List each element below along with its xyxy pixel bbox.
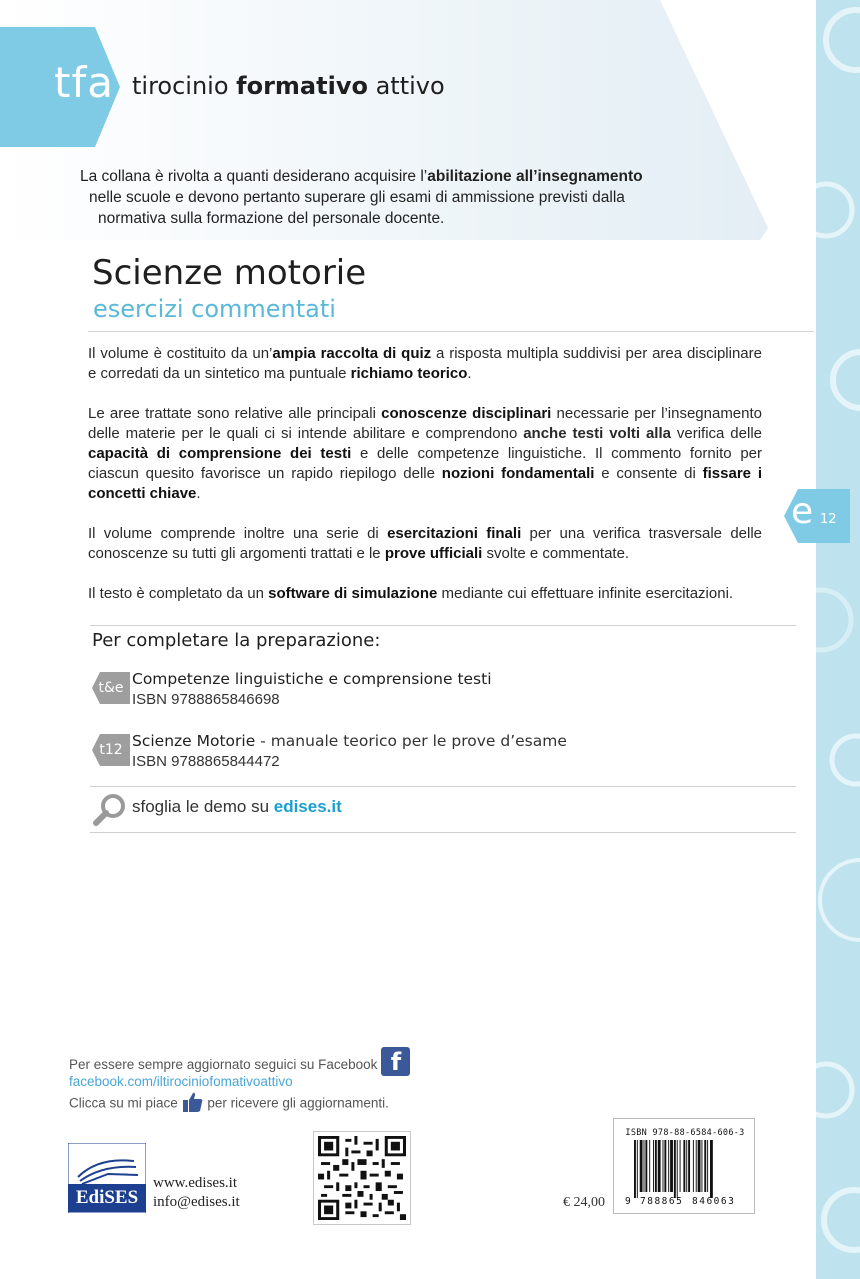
series-title: tirocinio formativo attivo xyxy=(132,72,445,100)
divider xyxy=(90,625,796,626)
barcode-bar xyxy=(664,1140,666,1192)
paragraph-4: Il testo è completato da un software di simulazione mediante cui effettuare infinite esercitazioni. xyxy=(88,585,734,602)
title-divider xyxy=(88,331,814,332)
barcode-bar xyxy=(710,1140,713,1198)
facebook-block xyxy=(69,1048,410,1114)
facebook-like-line: Clicca su mi piace per ricevere gli aggiornamenti. xyxy=(69,1093,410,1114)
book-badge-label: t12 xyxy=(99,742,123,758)
barcode-bar xyxy=(674,1140,676,1198)
publisher-contacts xyxy=(153,1174,240,1212)
barcode-bar xyxy=(645,1140,647,1192)
barcode-bar xyxy=(680,1140,681,1192)
facebook-page-link[interactable]: facebook.com/iltirociniofomativoattivo xyxy=(69,1074,293,1089)
edises-link[interactable]: edises.it xyxy=(273,797,342,816)
description-body xyxy=(88,344,762,604)
related-book-title: Competenze linguistiche e comprensione testi xyxy=(132,670,492,688)
book-badge-label: t&e xyxy=(98,680,124,696)
barcode-bar xyxy=(655,1140,657,1192)
intro-line-2: nelle scuole e devono pertanto superare gli esami di ammissione previsti dalla xyxy=(89,189,625,206)
barcode-bar xyxy=(677,1140,678,1198)
demo-text: sfoglia le demo su edises.it xyxy=(132,797,342,816)
barcode-bars xyxy=(634,1140,738,1198)
isbn-barcode: ISBN 978-88-6584-606-3 9 788865 846063 xyxy=(613,1118,755,1214)
isbn-label: ISBN 978-88-6584-606-3 xyxy=(625,1128,745,1138)
paragraph-3: Il volume comprende inoltre una serie di esercitazioni finali per una verifica trasversale delle conoscenze su tutti gli argomenti trattati e le prove ufficiali svolte e commentate. xyxy=(88,525,763,562)
side-decorative-strip xyxy=(816,0,860,1279)
barcode-bar xyxy=(663,1140,664,1192)
barcode-bar xyxy=(686,1140,687,1192)
barcode-bar xyxy=(698,1140,701,1192)
book-subtitle: esercizi commentati xyxy=(93,295,336,323)
divider xyxy=(90,832,796,833)
barcode-bar xyxy=(640,1140,643,1192)
thumbs-up-icon[interactable] xyxy=(182,1091,204,1113)
facebook-line: Per essere sempre aggiornato seguici su Facebook f xyxy=(69,1051,410,1072)
barcode-bar xyxy=(688,1140,690,1192)
qr-code xyxy=(313,1131,411,1225)
barcode-bar xyxy=(696,1140,697,1192)
barcode-bar xyxy=(637,1140,638,1198)
divider xyxy=(90,786,796,787)
edises-wordmark: EdiSES xyxy=(68,1184,146,1212)
price: € 24,00 xyxy=(563,1195,605,1210)
related-book-title: Scienze Motorie - manuale teorico per le prove d’esame xyxy=(132,732,567,750)
facebook-link-line xyxy=(69,1072,410,1093)
barcode-bar xyxy=(683,1140,685,1192)
intro-text xyxy=(80,166,720,229)
decorative-circles xyxy=(816,0,860,1279)
search-icon xyxy=(92,792,128,828)
intro-line-3: normativa sulla formazione del personale docente. xyxy=(98,210,445,227)
intro-line-1: La collana è rivolta a quanti desiderano acquisire l’abilitazione all’insegnamento xyxy=(80,168,643,185)
publisher-email[interactable]: info@edises.it xyxy=(153,1194,240,1210)
barcode-bar xyxy=(644,1140,645,1192)
publisher-website[interactable]: www.edises.it xyxy=(153,1175,238,1191)
barcode-bar xyxy=(668,1140,669,1192)
e12-badge-letter: e xyxy=(791,491,814,532)
barcode-bar xyxy=(653,1140,654,1192)
book-title: Scienze motorie xyxy=(92,253,367,293)
paragraph-1: Il volume è costituito da un’ampia raccolta di quiz a risposta multipla suddivisi per area disciplinare e corredati da un sintetico ma puntuale richiamo teorico. xyxy=(88,345,762,382)
barcode-bar xyxy=(670,1140,673,1192)
barcode-bar xyxy=(634,1140,636,1198)
facebook-icon[interactable]: f xyxy=(381,1047,410,1076)
barcode-bar xyxy=(704,1140,706,1192)
related-book-isbn: ISBN 9788865844472 xyxy=(132,753,280,770)
preparation-title: Per completare la preparazione: xyxy=(92,630,381,651)
barcode-bar xyxy=(658,1140,661,1192)
related-book-isbn: ISBN 9788865846698 xyxy=(132,691,280,708)
qr-code-pattern xyxy=(318,1136,406,1220)
barcode-bar xyxy=(701,1140,702,1192)
paragraph-2: Le aree trattate sono relative alle principali conoscenze disciplinari necessarie per l’insegnamento delle materie per le quali ci si intende abilitare e comprendono anche testi volti alla verifica delle capacità di comprensione dei testi e delle competenze linguistiche. Il commento fornito per ciascun quesito favorisce un rapido riepilogo delle nozioni fondamentali e consente di fissare i concetti chiave. xyxy=(88,405,763,502)
tfa-badge-label: tfa xyxy=(54,58,114,107)
barcode-bar xyxy=(693,1140,694,1192)
barcode-bar xyxy=(707,1140,708,1192)
e12-badge-number: 12 xyxy=(820,512,837,527)
barcode-bar xyxy=(649,1140,650,1192)
